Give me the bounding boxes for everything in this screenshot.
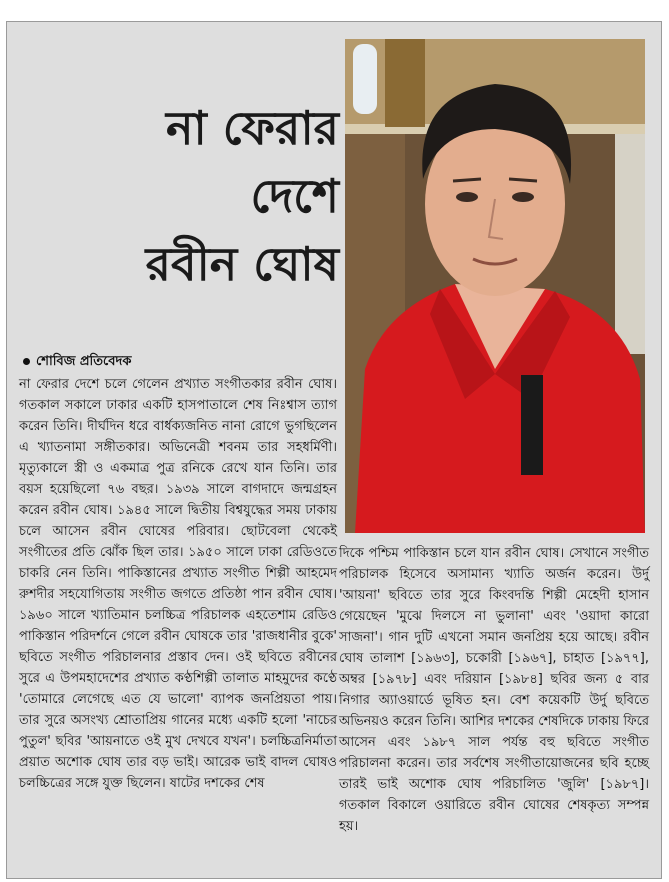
frame-shape <box>385 39 425 127</box>
byline-text: শোবিজ প্রতিবেদক <box>36 354 132 369</box>
right-brow <box>509 179 537 181</box>
right-eye <box>512 192 534 202</box>
article-column-1 <box>19 374 337 794</box>
headline <box>57 94 339 298</box>
article-column-2 <box>339 543 649 837</box>
byline <box>23 352 131 373</box>
left-brow <box>453 179 481 181</box>
bullet-dot-icon <box>23 358 30 365</box>
left-eye <box>456 192 478 202</box>
vase-shape <box>353 44 377 114</box>
window-shape <box>615 134 645 354</box>
headline-line-3: রবীন ঘোষ <box>145 237 339 291</box>
article-text-column-2: দিকে পশ্চিম পাকিস্তান চলে যান রবীন ঘোষ। সেখানে সংগীত পরিচালক হিসেবে অসামান্য খ্যাতি অর্জন করেন। উর্দু 'আয়না' ছবিতে তার সুরে কিংবদন্তি শিল্পী মেহেদী হাসান গেয়েছেন 'মুঝে দিলসে না ভুলানা' এবং 'ওয়াদা কারো সাজনা'। গান দুটি এখনো সমান জনপ্রিয় হয়ে আছে। রবীন ঘোষ তালাশ [১৯৬৩], চকোরী [১৯৬৭], চাহাত [১৯৭৭], অম্বর [১৯৭৮] এবং দরিয়ান [১৯৮৪] ছবির জন্য ৫ বার নিগার অ্যাওয়ার্ডে ভূষিত হন। বেশ কয়েকটি উর্দু ছবিতে অভিনয়ও করেন তিনি। আশির দশকের শেষদিকে ঢাকায় ফিরে আসেন এবং ১৯৮৭ সাল পর্যন্ত বহু ছবিতে সংগীত পরিচালনা করেন। তার সর্বশেষ সংগীতায়োজনের ছবি হচ্ছে তারই ভাই অশোক ঘোষ পরিচালিত 'জুলি' [১৯৮৭]। গতকাল বিকালে ওয়ারিতে রবীন ঘোষের শেষকৃত্য সম্পন্ন হয়। <box>339 546 649 834</box>
portrait-illustration <box>345 39 645 533</box>
article-frame <box>6 21 662 879</box>
shirt-placket <box>521 375 543 475</box>
headline-line-1: না ফেরার <box>165 101 339 155</box>
article-text-column-1: না ফেরার দেশে চলে গেলেন প্রখ্যাত সংগীতকার রবীন ঘোষ। গতকাল সকালে ঢাকার একটি হাসপাতালে শেষ নিঃশ্বাস ত্যাগ করেন তিনি। দীর্ঘদিন ধরে বার্ধক্যজনিত নানা রোগে ভুগছিলেন এ খ্যাতনামা সঙ্গীতকার। অভিনেত্রী শবনম তার সহধর্মিণী। মৃত্যুকালে স্ত্রী ও একমাত্র পুত্র রনিকে রেখে যান তিনি। তার বয়স হয়েছিলো ৭৬ বছর। ১৯৩৯ সালে বাগদাদে জন্মগ্রহন করেন রবীন ঘোষ। ১৯৪৫ সালে দ্বিতীয় বিশ্বযুদ্ধের সময় ঢাকায় চলে আসেন রবীন ঘোষের পরিবার। ছোটবেলা থেকেই সংগীতের প্রতি ঝোঁক ছিল তার। ১৯৫০ সালে ঢাকা রেডিওতে চাকরি নেন তিনি। পাকিস্তানের প্রখ্যাত সংগীত শিল্পী আহমেদ রুশদীর সহযোগিতায় সংগীত জগতে প্রতিষ্ঠা পান রবীন ঘোষ। ১৯৬০ সালে খ্যাতিমান চলচ্চিত্র পরিচালক এহতেশাম রেডিও পাকিস্তান পরিদর্শনে গেলে রবীন ঘোষকে তার 'রাজধানীর বুকে' ছবিতে সংগীত পরিচালনার প্রস্তাব দেন। ওই ছবিতে রবীনের সুরে এ উপমহাদেশের প্রখ্যাত কণ্ঠশিল্পী তালাত মাহমুদের কণ্ঠে 'তোমারে লেগেছে এত যে ভালো' ব্যাপক জনপ্রিয়তা পায়। তার সুরে অসংখ্য শ্রোতাপ্রিয় গানের মধ্যে একটি হলো 'নাচের পুতুল' ছবির 'আয়নাতে ওই মুখ দেখবে যখন'। চলচ্চিত্রনির্মাতা প্রয়াত অশোক ঘোষ তার বড় ভাই। আরেক ভাই বাদল ঘোষও চলচ্চিত্রের সঙ্গে যুক্ত ছিলেন। ষাটের দশকের শেষ <box>19 377 337 791</box>
portrait-photo <box>345 39 645 533</box>
headline-line-2: দেশে <box>250 169 339 223</box>
